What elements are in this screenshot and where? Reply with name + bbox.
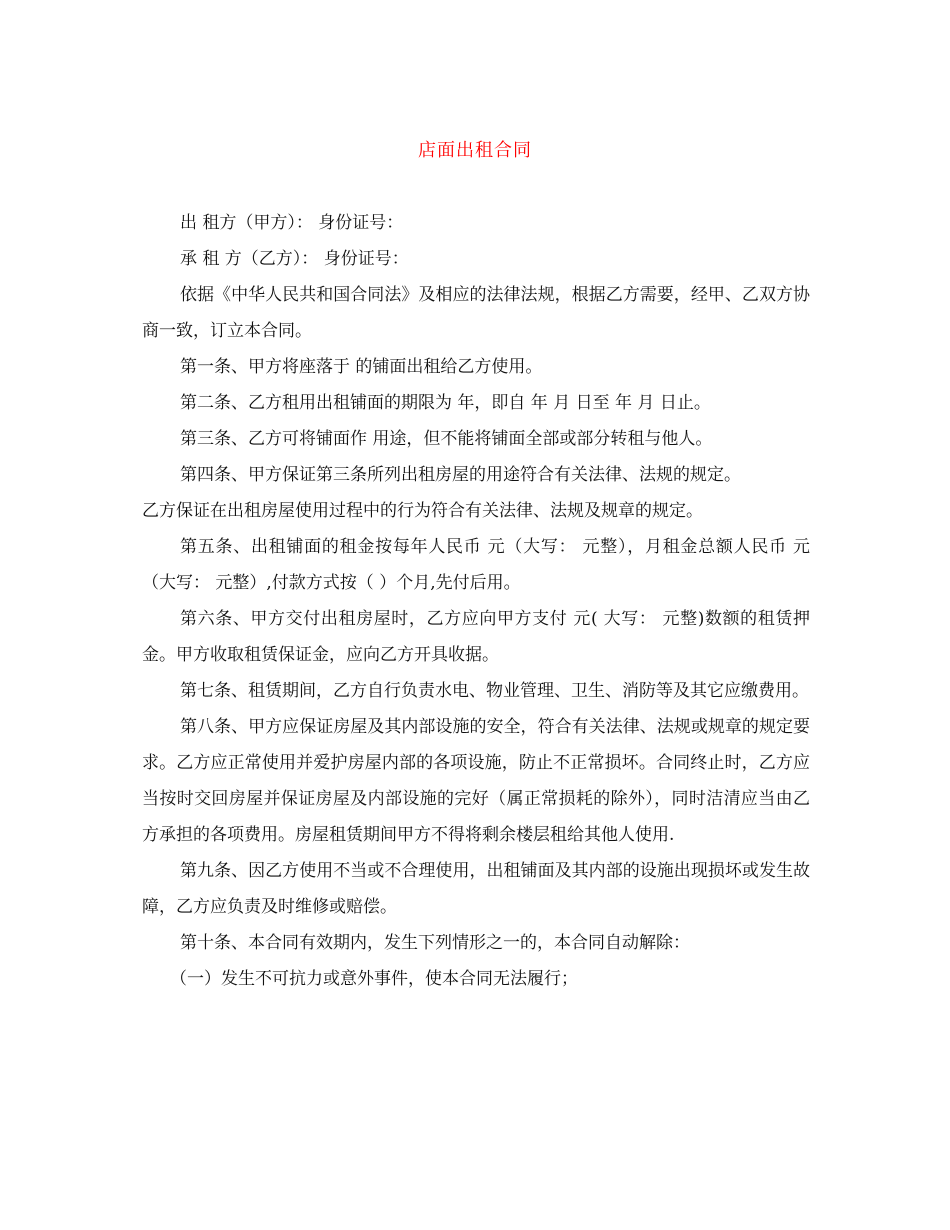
article-8: 第八条、甲方应保证房屋及其内部设施的安全，符合有关法律、法规或规章的规定要求。乙方应正常使用并爱护房屋内部的各项设施，防止不正常损坏。合同终止时，乙方应当按时交回房屋并保证房屋及内部设施的完好（属正常损耗的除外），同时洁清应当由乙方承担的各项费用。房屋租赁期间甲方不得将剩余楼层租给其他人使用.	[142, 717, 810, 845]
article-9: 第九条、因乙方使用不当或不合理使用，出租铺面及其内部的设施出现损坏或发生故障，乙方应负责及时维修或赔偿。	[142, 861, 810, 917]
article-3: 第三条、乙方可将铺面作 用途，但不能将铺面全部或部分转租与他人。	[180, 429, 713, 449]
article-10-item-1: （一）发生不可抗力或意外事件，使本合同无法履行；	[170, 969, 578, 989]
article-1: 第一条、甲方将座落于 的铺面出租给乙方使用。	[180, 357, 543, 377]
article-2: 第二条、乙方租用出租铺面的期限为 年，即自 年 月 日至 年 月 日止。	[180, 393, 711, 413]
document-body	[142, 205, 810, 997]
article-5: 第五条、出租铺面的租金按每年人民币 元（大写： 元整），月租金总额人民币 元（大写： 元整）,付款方式按（ ）个月,先付后用。	[142, 537, 810, 593]
article-4-continued: 乙方保证在出租房屋使用过程中的行为符合有关法律、法规及规章的规定。	[142, 501, 703, 521]
document-title: 店面出租合同	[418, 140, 532, 161]
article-7: 第七条、租赁期间，乙方自行负责水电、物业管理、卫生、消防等及其它应缴费用。	[180, 681, 809, 701]
party-b-line: 承 租 方（乙方）： 身份证号：	[180, 249, 409, 269]
article-10: 第十条、本合同有效期内，发生下列情形之一的，本合同自动解除：	[180, 933, 690, 953]
article-6: 第六条、甲方交付出租房屋时，乙方应向甲方支付 元( 大写： 元整)数额的租赁押金。甲方收取租赁保证金，应向乙方开具收据。	[142, 609, 810, 665]
party-a-line: 出 租方（甲方）： 身份证号：	[180, 213, 404, 233]
preamble-paragraph: 依据《中华人民共和国合同法》及相应的法律法规，根据乙方需要，经甲、乙双方协商一致，订立本合同。	[142, 285, 810, 341]
article-4: 第四条、甲方保证第三条所列出租房屋的用途符合有关法律、法规的规定。	[180, 465, 741, 485]
